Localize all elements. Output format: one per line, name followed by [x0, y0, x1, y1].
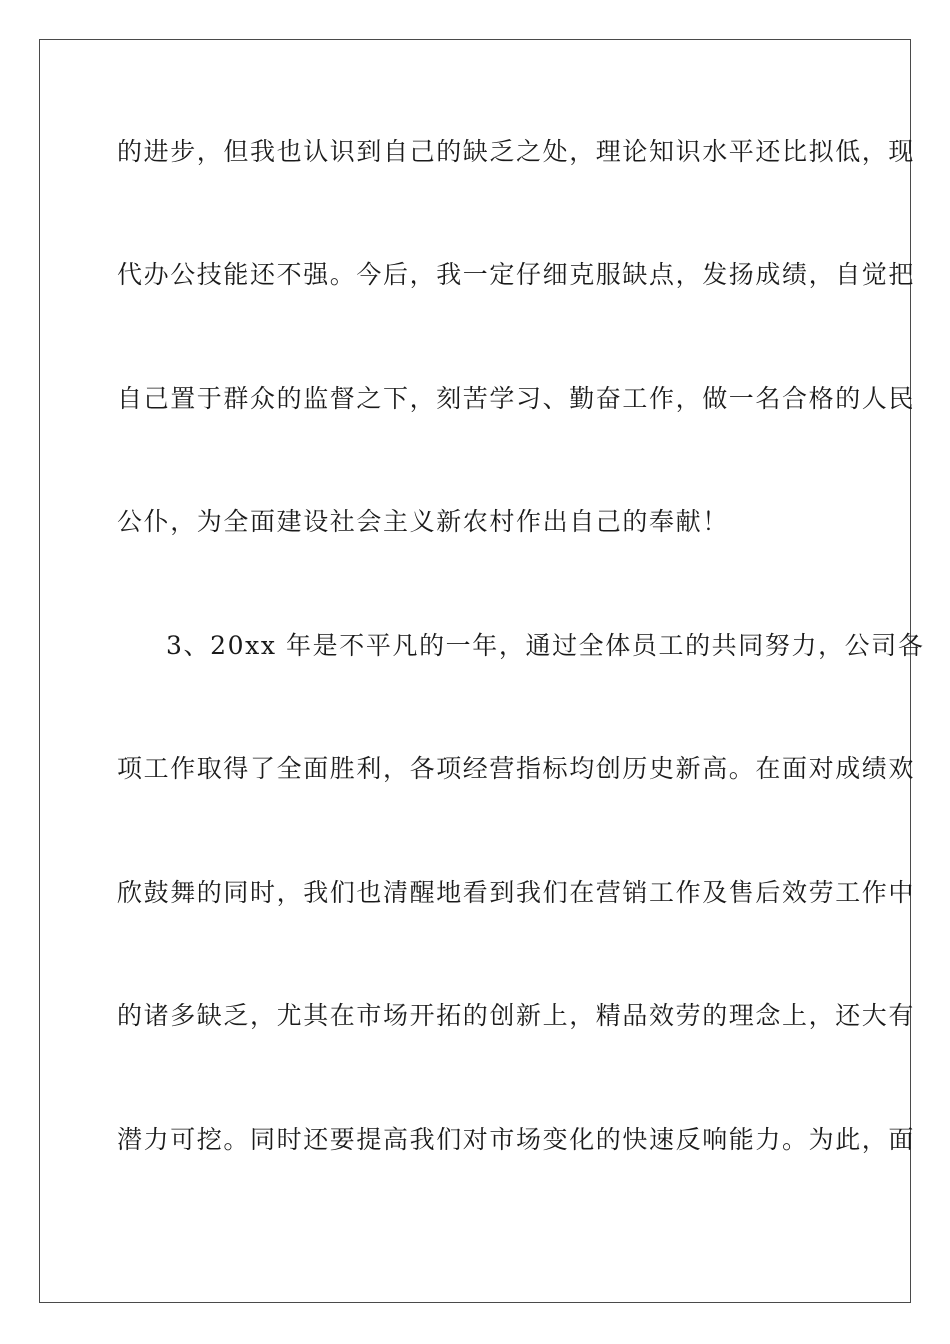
paragraph-line: 的进步，但我也认识到自己的缺乏之处，理论知识水平还比拟低，现	[117, 137, 916, 166]
paragraph-line: 3、20xx 年是不平凡的一年，通过全体员工的共同努力，公司各	[166, 631, 925, 660]
paragraph-line: 公仆，为全面建设社会主义新农村作出自己的奉献！	[117, 507, 729, 536]
paragraph-line: 代办公技能还不强。今后，我一定仔细克服缺点，发扬成绩，自觉把	[117, 260, 916, 289]
paragraph-line: 自己置于群众的监督之下，刻苦学习、勤奋工作，做一名合格的人民	[117, 384, 916, 413]
paragraph-line: 潜力可挖。同时还要提高我们对市场变化的快速反响能力。为此，面	[117, 1125, 916, 1154]
page-border	[39, 39, 925, 1303]
paragraph-line: 欣鼓舞的同时，我们也清醒地看到我们在营销工作及售后效劳工作中	[117, 878, 916, 907]
paragraph-line: 的诸多缺乏，尤其在市场开拓的创新上，精品效劳的理念上，还大有	[117, 1001, 916, 1030]
paragraph-line: 项工作取得了全面胜利，各项经营指标均创历史新高。在面对成绩欢	[117, 754, 916, 783]
